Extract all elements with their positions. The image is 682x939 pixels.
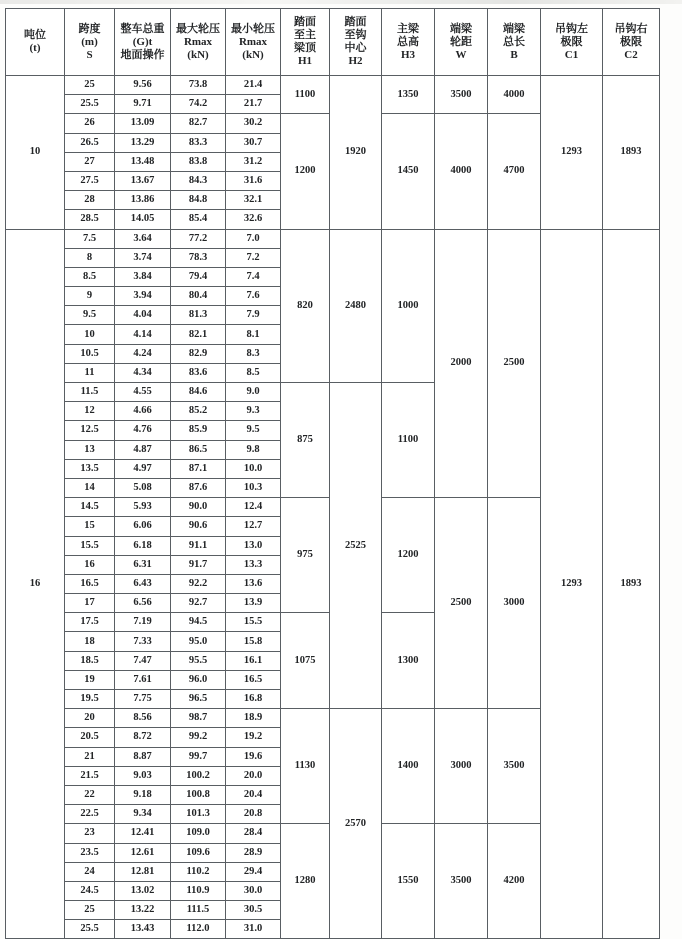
cell-rmax: 98.7 [171, 709, 226, 728]
cell-span: 12 [65, 402, 115, 421]
cell-rmax: 96.0 [171, 670, 226, 689]
cell-rmax: 73.8 [171, 76, 226, 95]
table-row [6, 229, 660, 248]
cell-b: 4200 [488, 824, 541, 939]
cell-rmin: 12.4 [226, 498, 281, 517]
cell-rmax: 91.1 [171, 536, 226, 555]
cell-rmax: 112.0 [171, 920, 226, 939]
cell-w: 3500 [435, 76, 488, 114]
cell-rmin: 21.4 [226, 76, 281, 95]
cell-rmin: 31.0 [226, 920, 281, 939]
header-rmax [171, 9, 226, 76]
header-line: 最大轮压 [176, 22, 220, 35]
cell-rmax: 84.3 [171, 171, 226, 190]
header-h2 [330, 9, 382, 76]
cell-weight: 5.93 [115, 498, 171, 517]
cell-weight: 4.76 [115, 421, 171, 440]
header-line: 极限 [620, 35, 642, 48]
header-rmin [226, 9, 281, 76]
header-line: Rmax [183, 35, 213, 48]
cell-span: 24 [65, 862, 115, 881]
cell-weight: 7.33 [115, 632, 171, 651]
cell-rmax: 83.6 [171, 363, 226, 382]
header-line: 端梁 [503, 22, 525, 35]
header-line: H3 [400, 48, 416, 61]
cell-rmin: 8.3 [226, 344, 281, 363]
cell-weight: 7.61 [115, 670, 171, 689]
header-line: S [86, 48, 93, 61]
cell-b: 3000 [488, 498, 541, 709]
cell-span: 28.5 [65, 210, 115, 229]
table-body [6, 76, 660, 939]
header-b [488, 9, 541, 76]
cell-rmin: 8.1 [226, 325, 281, 344]
scan-page [5, 8, 660, 939]
cell-span: 26 [65, 114, 115, 133]
cell-rmin: 20.4 [226, 785, 281, 804]
cell-w: 4000 [435, 114, 488, 229]
cell-span: 22 [65, 785, 115, 804]
header-line: (kN) [242, 48, 264, 61]
cell-rmax: 96.5 [171, 690, 226, 709]
cell-rmax: 78.3 [171, 248, 226, 267]
cell-weight: 9.18 [115, 785, 171, 804]
cell-rmin: 13.3 [226, 555, 281, 574]
cell-h3: 1350 [382, 76, 435, 114]
cell-w: 3500 [435, 824, 488, 939]
cell-span: 19 [65, 670, 115, 689]
header-tonnage [6, 9, 65, 76]
cell-span: 11 [65, 363, 115, 382]
cell-span: 24.5 [65, 881, 115, 900]
cell-h1: 1280 [281, 824, 330, 939]
cell-weight: 9.71 [115, 95, 171, 114]
cell-rmax: 109.6 [171, 843, 226, 862]
cell-rmin: 9.0 [226, 383, 281, 402]
cell-h1: 1100 [281, 76, 330, 114]
cell-rmax: 111.5 [171, 901, 226, 920]
cell-span: 14 [65, 478, 115, 497]
header-span [65, 9, 115, 76]
cell-weight: 4.14 [115, 325, 171, 344]
cell-rmax: 86.5 [171, 440, 226, 459]
cell-rmin: 7.0 [226, 229, 281, 248]
cell-rmax: 87.6 [171, 478, 226, 497]
cell-weight: 3.64 [115, 229, 171, 248]
cell-rmax: 94.5 [171, 613, 226, 632]
cell-rmin: 18.9 [226, 709, 281, 728]
cell-span: 16 [65, 555, 115, 574]
cell-rmin: 20.0 [226, 766, 281, 785]
cell-rmin: 9.8 [226, 440, 281, 459]
cell-w: 3000 [435, 709, 488, 824]
cell-weight: 13.02 [115, 881, 171, 900]
header-line: B [510, 48, 518, 61]
cell-rmax: 83.3 [171, 133, 226, 152]
header-weight [115, 9, 171, 76]
cell-weight: 4.55 [115, 383, 171, 402]
cell-rmin: 32.6 [226, 210, 281, 229]
cell-tonnage: 16 [6, 229, 65, 939]
cell-weight: 13.09 [115, 114, 171, 133]
cell-rmin: 31.2 [226, 152, 281, 171]
cell-rmax: 84.6 [171, 383, 226, 402]
cell-weight: 13.22 [115, 901, 171, 920]
header-h3 [382, 9, 435, 76]
header-line: 至主 [294, 29, 316, 41]
cell-weight: 7.75 [115, 690, 171, 709]
cell-weight: 4.04 [115, 306, 171, 325]
cell-weight: 4.87 [115, 440, 171, 459]
cell-span: 14.5 [65, 498, 115, 517]
cell-rmax: 87.1 [171, 459, 226, 478]
cell-rmin: 7.6 [226, 287, 281, 306]
header-c1 [541, 9, 603, 76]
cell-span: 21.5 [65, 766, 115, 785]
cell-rmin: 15.8 [226, 632, 281, 651]
cell-weight: 3.84 [115, 267, 171, 286]
header-line: 至钩 [344, 29, 367, 41]
cell-weight: 4.34 [115, 363, 171, 382]
cell-weight: 13.86 [115, 191, 171, 210]
cell-weight: 3.74 [115, 248, 171, 267]
cell-weight: 3.94 [115, 287, 171, 306]
cell-h3: 1000 [382, 229, 435, 383]
header-line: 极限 [560, 35, 583, 48]
cell-rmin: 13.6 [226, 574, 281, 593]
cell-h3: 1100 [382, 383, 435, 498]
cell-span: 8.5 [65, 267, 115, 286]
cell-span: 26.5 [65, 133, 115, 152]
cell-span: 10 [65, 325, 115, 344]
header-line: 吊钩右 [614, 22, 648, 35]
header-line: 地面操作 [120, 48, 165, 61]
cell-tonnage: 10 [6, 76, 65, 230]
cell-weight: 5.08 [115, 478, 171, 497]
scan-edge-artifact [0, 0, 682, 4]
cell-rmax: 80.4 [171, 287, 226, 306]
cell-rmin: 29.4 [226, 862, 281, 881]
header-line: 吊钩左 [555, 22, 588, 35]
cell-rmin: 31.6 [226, 171, 281, 190]
cell-span: 21 [65, 747, 115, 766]
cell-weight: 8.72 [115, 728, 171, 747]
cell-span: 7.5 [65, 229, 115, 248]
cell-rmax: 110.2 [171, 862, 226, 881]
header-line: 主梁 [397, 22, 419, 35]
cell-span: 23.5 [65, 843, 115, 862]
cell-span: 25.5 [65, 920, 115, 939]
cell-rmin: 16.1 [226, 651, 281, 670]
cell-rmin: 20.8 [226, 805, 281, 824]
cell-w: 2000 [435, 229, 488, 498]
cell-rmin: 21.7 [226, 95, 281, 114]
header-line: 端梁 [450, 22, 472, 35]
cell-h1: 1130 [281, 709, 330, 824]
cell-span: 13.5 [65, 459, 115, 478]
header-line: H1 [297, 55, 313, 67]
cell-weight: 13.48 [115, 152, 171, 171]
header-line: 整车总重 [120, 22, 165, 35]
cell-weight: 13.29 [115, 133, 171, 152]
cell-h3: 1400 [382, 709, 435, 824]
header-line: 总长 [503, 35, 525, 48]
cell-rmax: 83.8 [171, 152, 226, 171]
cell-rmax: 100.2 [171, 766, 226, 785]
cell-span: 27.5 [65, 171, 115, 190]
cell-weight: 12.41 [115, 824, 171, 843]
cell-span: 8 [65, 248, 115, 267]
cell-rmax: 99.7 [171, 747, 226, 766]
header-line: 踏面 [344, 16, 367, 28]
cell-rmin: 7.4 [226, 267, 281, 286]
cell-c1: 1293 [541, 229, 603, 939]
cell-rmax: 81.3 [171, 306, 226, 325]
cell-rmax: 100.8 [171, 785, 226, 804]
cell-weight: 7.19 [115, 613, 171, 632]
cell-h2: 2525 [330, 383, 382, 709]
header-line: 吨位 [24, 29, 46, 41]
cell-span: 28 [65, 191, 115, 210]
header-line: 踏面 [294, 16, 316, 28]
cell-h1: 975 [281, 498, 330, 613]
cell-span: 20 [65, 709, 115, 728]
cell-rmax: 77.2 [171, 229, 226, 248]
cell-rmax: 84.8 [171, 191, 226, 210]
cell-rmax: 90.0 [171, 498, 226, 517]
cell-span: 17 [65, 594, 115, 613]
cell-weight: 4.66 [115, 402, 171, 421]
table-row [6, 76, 660, 95]
cell-weight: 7.47 [115, 651, 171, 670]
cell-span: 27 [65, 152, 115, 171]
cell-rmax: 90.6 [171, 517, 226, 536]
cell-weight: 6.31 [115, 555, 171, 574]
cell-span: 20.5 [65, 728, 115, 747]
header-line: Rmax [238, 35, 268, 48]
cell-rmin: 30.2 [226, 114, 281, 133]
cell-rmax: 82.9 [171, 344, 226, 363]
header-line: 最小轮压 [231, 22, 275, 35]
cell-h3: 1550 [382, 824, 435, 939]
cell-span: 23 [65, 824, 115, 843]
crane-spec-table [5, 8, 660, 939]
cell-h1: 875 [281, 383, 330, 498]
cell-rmax: 82.7 [171, 114, 226, 133]
cell-span: 25 [65, 76, 115, 95]
cell-rmax: 109.0 [171, 824, 226, 843]
header-line: (t) [29, 42, 41, 54]
cell-h3: 1200 [382, 498, 435, 613]
cell-span: 19.5 [65, 690, 115, 709]
cell-rmin: 28.9 [226, 843, 281, 862]
header-line: W [455, 48, 467, 61]
cell-rmin: 10.3 [226, 478, 281, 497]
header-line: 梁顶 [294, 42, 316, 54]
cell-rmax: 82.1 [171, 325, 226, 344]
cell-rmin: 32.1 [226, 191, 281, 210]
cell-b: 4700 [488, 114, 541, 229]
cell-weight: 12.81 [115, 862, 171, 881]
cell-b: 3500 [488, 709, 541, 824]
cell-h2: 2480 [330, 229, 382, 383]
header-line: 轮距 [450, 35, 472, 48]
cell-span: 9 [65, 287, 115, 306]
cell-rmin: 7.2 [226, 248, 281, 267]
header-line: 总高 [397, 35, 419, 48]
cell-weight: 14.05 [115, 210, 171, 229]
header-w [435, 9, 488, 76]
cell-c2: 1893 [603, 76, 660, 230]
cell-b: 4000 [488, 76, 541, 114]
cell-span: 13 [65, 440, 115, 459]
cell-span: 17.5 [65, 613, 115, 632]
cell-h2: 1920 [330, 76, 382, 230]
cell-span: 15 [65, 517, 115, 536]
cell-rmin: 30.7 [226, 133, 281, 152]
cell-rmax: 85.2 [171, 402, 226, 421]
cell-h1: 1075 [281, 613, 330, 709]
cell-weight: 8.87 [115, 747, 171, 766]
cell-weight: 9.03 [115, 766, 171, 785]
header-line: (m) [81, 35, 98, 48]
cell-span: 15.5 [65, 536, 115, 555]
cell-rmin: 16.8 [226, 690, 281, 709]
cell-span: 9.5 [65, 306, 115, 325]
cell-c2: 1893 [603, 229, 660, 939]
cell-w: 2500 [435, 498, 488, 709]
cell-weight: 6.43 [115, 574, 171, 593]
cell-weight: 4.24 [115, 344, 171, 363]
cell-h1: 820 [281, 229, 330, 383]
cell-c1: 1293 [541, 76, 603, 230]
cell-rmin: 9.3 [226, 402, 281, 421]
cell-span: 25.5 [65, 95, 115, 114]
cell-span: 16.5 [65, 574, 115, 593]
cell-weight: 6.06 [115, 517, 171, 536]
cell-weight: 4.97 [115, 459, 171, 478]
header-line: C1 [564, 48, 579, 61]
cell-h3: 1450 [382, 114, 435, 229]
cell-rmin: 19.6 [226, 747, 281, 766]
cell-rmin: 30.5 [226, 901, 281, 920]
cell-weight: 13.43 [115, 920, 171, 939]
header-line: (kN) [187, 48, 209, 61]
cell-rmin: 8.5 [226, 363, 281, 382]
cell-rmin: 9.5 [226, 421, 281, 440]
cell-rmin: 28.4 [226, 824, 281, 843]
cell-rmax: 85.4 [171, 210, 226, 229]
header-h1 [281, 9, 330, 76]
cell-rmax: 92.7 [171, 594, 226, 613]
cell-b: 2500 [488, 229, 541, 498]
cell-rmin: 7.9 [226, 306, 281, 325]
cell-rmin: 13.0 [226, 536, 281, 555]
cell-weight: 13.67 [115, 171, 171, 190]
header-line: 中心 [344, 42, 367, 54]
cell-weight: 9.56 [115, 76, 171, 95]
header-c2 [603, 9, 660, 76]
cell-weight: 6.56 [115, 594, 171, 613]
cell-rmax: 110.9 [171, 881, 226, 900]
cell-weight: 8.56 [115, 709, 171, 728]
cell-rmin: 16.5 [226, 670, 281, 689]
cell-h3: 1300 [382, 613, 435, 709]
cell-span: 12.5 [65, 421, 115, 440]
cell-rmax: 91.7 [171, 555, 226, 574]
cell-span: 22.5 [65, 805, 115, 824]
cell-rmin: 15.5 [226, 613, 281, 632]
header-line: H2 [348, 55, 363, 67]
cell-span: 10.5 [65, 344, 115, 363]
cell-span: 18.5 [65, 651, 115, 670]
cell-rmin: 30.0 [226, 881, 281, 900]
cell-rmin: 12.7 [226, 517, 281, 536]
cell-span: 18 [65, 632, 115, 651]
cell-h1: 1200 [281, 114, 330, 229]
cell-weight: 6.18 [115, 536, 171, 555]
table-header [6, 9, 660, 76]
cell-rmin: 19.2 [226, 728, 281, 747]
cell-rmax: 79.4 [171, 267, 226, 286]
cell-span: 11.5 [65, 383, 115, 402]
cell-rmax: 95.5 [171, 651, 226, 670]
cell-rmax: 101.3 [171, 805, 226, 824]
cell-rmax: 99.2 [171, 728, 226, 747]
cell-rmax: 95.0 [171, 632, 226, 651]
header-line: C2 [624, 48, 638, 61]
cell-h2: 2570 [330, 709, 382, 939]
header-line: (G)t [132, 35, 153, 48]
cell-rmin: 13.9 [226, 594, 281, 613]
cell-weight: 12.61 [115, 843, 171, 862]
cell-rmax: 74.2 [171, 95, 226, 114]
cell-rmin: 10.0 [226, 459, 281, 478]
header-line: 跨度 [78, 22, 101, 35]
cell-weight: 9.34 [115, 805, 171, 824]
cell-span: 25 [65, 901, 115, 920]
cell-rmax: 92.2 [171, 574, 226, 593]
cell-rmax: 85.9 [171, 421, 226, 440]
